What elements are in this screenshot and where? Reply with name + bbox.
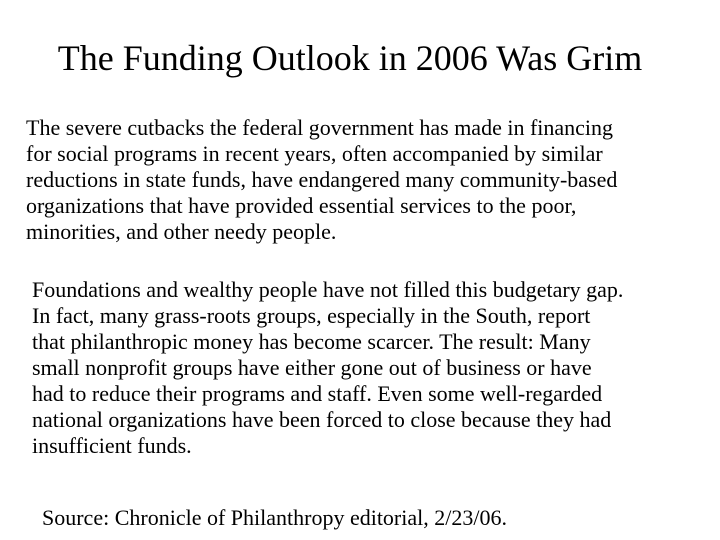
source-citation: Source: Chronicle of Philanthropy editorial, 2/23/06.: [42, 505, 507, 530]
paragraph-foundations-gap: Foundations and wealthy people have not filled this budgetary gap. In fact, many grass-roots groups, especially in the South, report that philanthropic money has become scarcer. The result: Many small nonprofit groups have either gone out of business or have had to reduce their programs and staff. Even some well-regarded national organizations have been forced to close because they had insufficient funds.: [32, 277, 624, 458]
slide-title: The Funding Outlook in 2006 Was Grim: [57, 38, 643, 78]
paragraph-federal-cutbacks: The severe cutbacks the federal government has made in financing for social programs in recent years, often accompanied by similar reductions in state funds, have endangered many community-based organizations that have provided essential services to the poor, minorities, and other needy people.: [26, 115, 618, 244]
